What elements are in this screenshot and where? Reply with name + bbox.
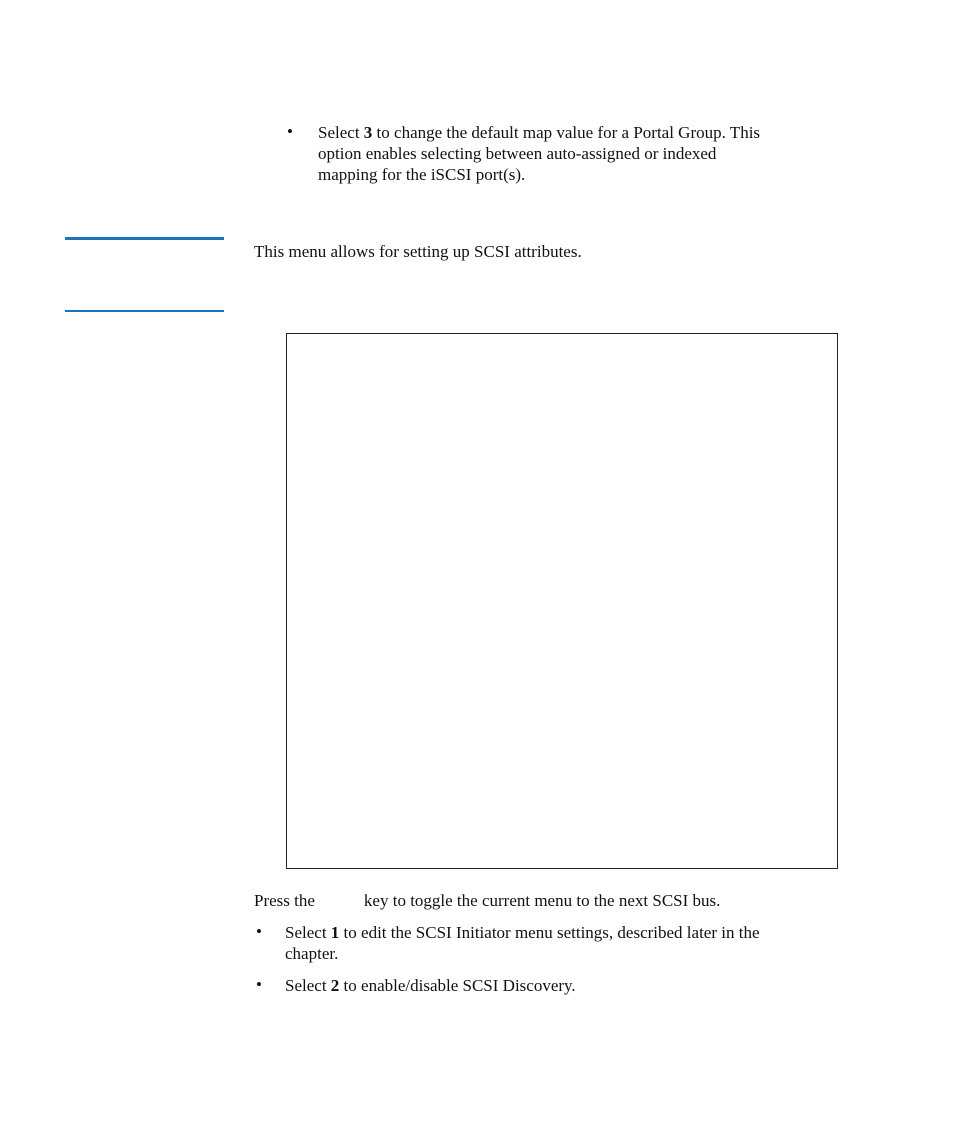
bullet-rest: to enable/disable SCSI Discovery.	[339, 976, 576, 995]
bullet-rest: to edit the SCSI Initiator menu settings, described later in the	[339, 923, 760, 942]
press-line-after: key to toggle the current menu to the next SCSI bus.	[363, 891, 721, 910]
section-intro: This menu allows for setting up SCSI attributes.	[254, 242, 582, 261]
section-rule-top	[65, 237, 224, 240]
bullet-key: 2	[330, 976, 340, 995]
bullet-line	[318, 122, 838, 143]
bullet-key: 3	[363, 123, 373, 142]
bullet-line	[285, 922, 845, 943]
bullet-marker: •	[256, 922, 262, 941]
bullet-marker: •	[287, 122, 293, 141]
portal-group-bullet-text	[318, 122, 838, 185]
bullet-line: option enables selecting between auto-assigned or indexed	[318, 144, 717, 163]
bullet-prefix: Select	[285, 976, 331, 995]
bullet-prefix: Select	[318, 123, 364, 142]
bullet-key: 1	[330, 923, 340, 942]
bullet-line: mapping for the iSCSI port(s).	[318, 165, 526, 184]
press-key-line	[254, 890, 720, 911]
bullet-line	[285, 975, 845, 996]
bullet-line: chapter.	[285, 944, 339, 963]
press-line-before: Press the	[254, 891, 315, 910]
bullet-rest: to change the default map value for a Portal Group. This	[372, 123, 761, 142]
initiator-bullet-text	[285, 922, 845, 964]
menu-screenshot-frame	[286, 333, 838, 869]
discovery-bullet-text	[285, 975, 845, 996]
bullet-marker: •	[256, 975, 262, 994]
bullet-prefix: Select	[285, 923, 331, 942]
section-rule-bottom	[65, 310, 224, 312]
